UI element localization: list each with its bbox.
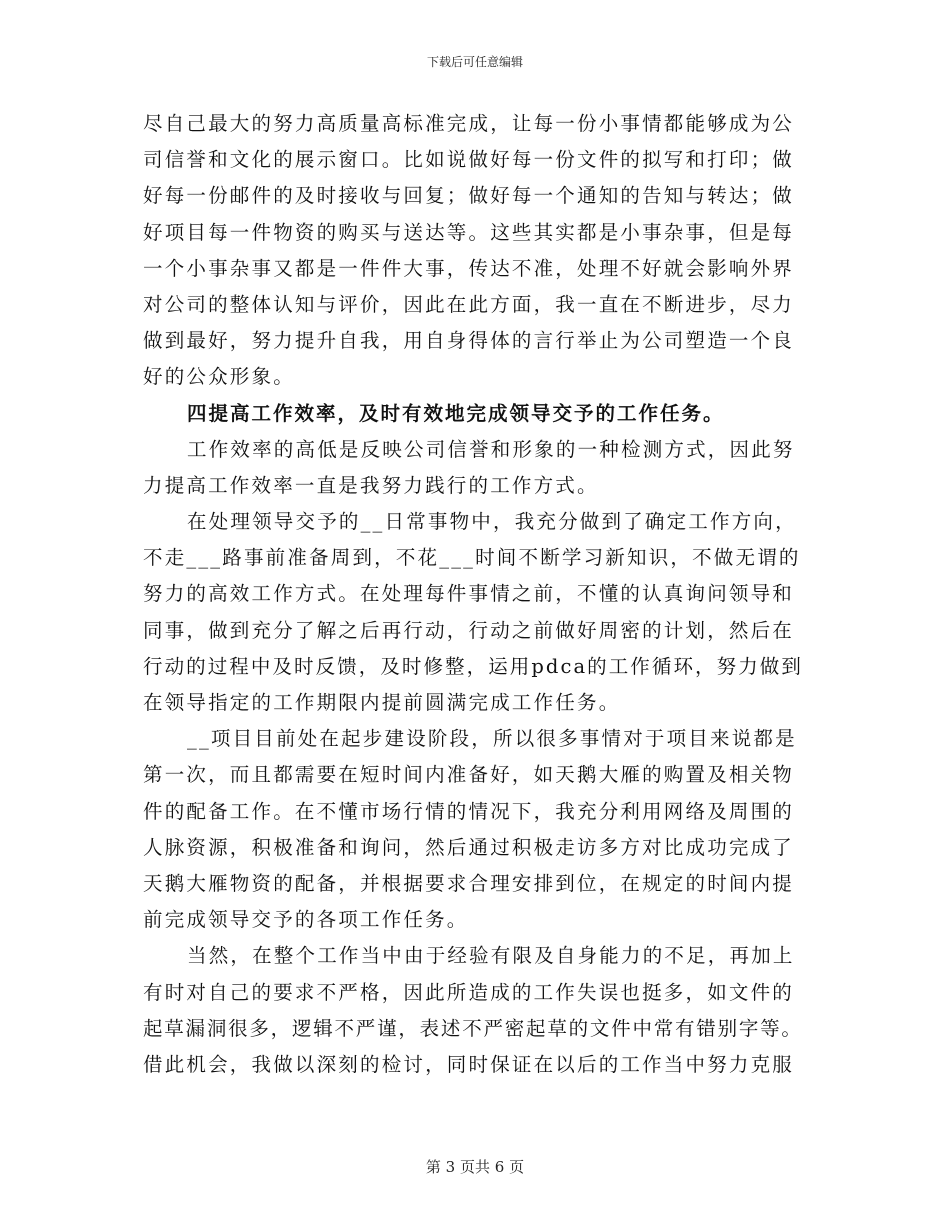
body-line: 行动的过程中及时反馈，及时修整，运用pdca的工作循环，努力做到 — [143, 654, 803, 678]
page-footer: 第 3 页共 6 页 — [425, 1158, 525, 1176]
body-line: 第一次，而且都需要在短时间内准备好，如天鹅大雁的购置及相关物 — [143, 763, 795, 787]
body-line: 有时对自己的要求不严格，因此所造成的工作失误也挺多，如文件的 — [143, 980, 795, 1004]
body-line: 天鹅大雁物资的配备，并根据要求合理安排到位，在规定的时间内提 — [143, 871, 795, 895]
body-line: 不走___路事前准备周到，不花___时间不断学习新知识，不做无谓的 — [143, 546, 801, 570]
body-line: 好项目每一件物资的购买与送达等。这些其实都是小事杂事，但是每 — [143, 220, 795, 244]
body-line: 好的公众形象。 — [143, 365, 295, 389]
body-line: 在领导指定的工作期限内提前圆满完成工作任务。 — [143, 691, 621, 714]
page-header: 下载后可任意编辑 — [426, 55, 523, 69]
document-body — [143, 106, 803, 1083]
body-line: 尽自己最大的努力高质量高标准完成，让每一份小事情都能够成为公 — [143, 112, 795, 135]
body-line: 同事，做到充分了解之后再行动，行动之前做好周密的计划，然后在 — [143, 618, 795, 642]
body-line: 努力的高效工作方式。在处理每件事情之前，不懂的认真询问领导和 — [143, 582, 795, 606]
body-line: 件的配备工作。在不懂市场行情的情况下，我充分利用网络及周围的 — [143, 799, 795, 823]
body-line: 借此机会，我做以深刻的检讨，同时保证在以后的工作当中努力克服 — [143, 1052, 795, 1076]
paragraph-start-line: __项目目前处在起步建设阶段，所以很多事情对于项目来说都是 — [187, 727, 797, 751]
body-line: 前完成领导交予的各项工作任务。 — [143, 908, 469, 932]
body-line: 好每一份邮件的及时接收与回复；做好每一个通知的告知与转达；做 — [143, 184, 795, 208]
body-line: 一个小事杂事又都是一件件大事，传达不准，处理不好就会影响外界 — [143, 256, 795, 280]
body-line: 力提高工作效率一直是我努力践行的工作方式。 — [143, 473, 599, 497]
body-line: 对公司的整体认知与评价，因此在此方面，我一直在不断进步，尽力 — [143, 292, 795, 316]
body-line: 人脉资源，积极准备和询问，然后通过积极走访多方对比成功完成了 — [143, 835, 795, 859]
section-heading: 四提高工作效率，及时有效地完成领导交予的工作任务。 — [187, 401, 725, 425]
body-line: 起草漏洞很多，逻辑不严谨，表述不严密起草的文件中常有错别字等。 — [143, 1016, 803, 1040]
body-line: 司信誉和文化的展示窗口。比如说做好每一份文件的拟写和打印；做 — [143, 148, 795, 172]
paragraph-start-line: 当然，在整个工作当中由于经验有限及自身能力的不足，再加上 — [187, 944, 795, 968]
paragraph-start-line: 在处理领导交予的__日常事物中，我充分做到了确定工作方向， — [187, 510, 797, 534]
body-line: 做到最好，努力提升自我，用自身得体的言行举止为公司塑造一个良 — [143, 329, 795, 353]
paragraph-start-line: 工作效率的高低是反映公司信誉和形象的一种检测方式，因此努 — [187, 437, 795, 461]
